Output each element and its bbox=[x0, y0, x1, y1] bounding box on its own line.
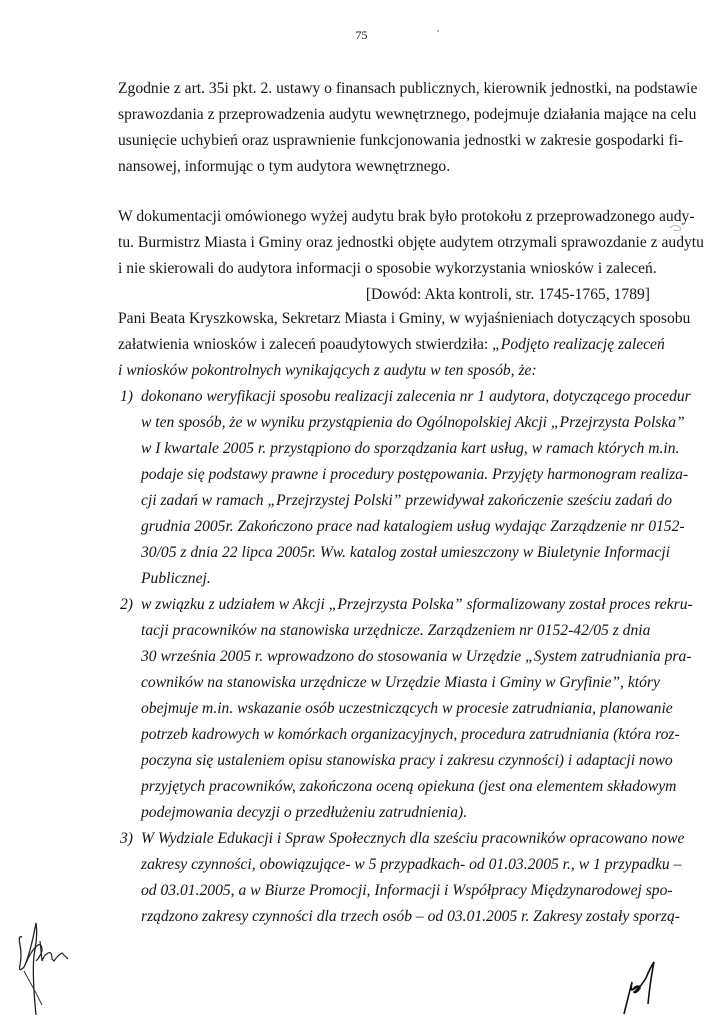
text-line: rządzono zakresy czynności dla trzech osób – od 03.01.2005 r. Zakresy zostały sporzą- bbox=[141, 908, 680, 925]
text-line: obejmuje m.in. wskazanie osób uczestniczących w procesie zatrudniania, planowanie bbox=[141, 700, 673, 717]
paragraph-secretary-explanation bbox=[118, 306, 693, 930]
text-line: 30/05 z dnia 22 lipca 2005r. Ww. katalog został umieszczony w Biuletynie Informacji bbox=[141, 544, 670, 561]
scan-speck bbox=[437, 30, 439, 32]
text-line: przyjętych pracowników, zakończona oceną opiekuna (jest ona elementem składowym bbox=[141, 778, 677, 795]
text-line: poczyna się ustaleniem opisu stanowiska pracy i zakresu czynności) i adaptacji nowo bbox=[141, 752, 673, 769]
text-line: od 03.01.2005, a w Biurze Promocji, Informacji i Współpracy Międzynarodowej spo- bbox=[141, 882, 673, 899]
text-line: usunięcie uchybień oraz usprawnienie funkcjonowania jednostki w zakresie gospodarki fi- bbox=[118, 132, 684, 149]
text-line: podejmowania decyzji o przedłużeniu zatrudnienia). bbox=[141, 804, 468, 821]
text-line: tu. Burmistrz Miasta i Gminy oraz jednostki objęte audytem otrzymali sprawozdanie z audytu bbox=[118, 234, 704, 251]
text-line: nansowej, informując o tym audytora wewnętrznego. bbox=[118, 158, 451, 175]
signature-right-initials bbox=[618, 958, 658, 1018]
text-line: potrzeb kadrowych w komórkach organizacyjnych, procedura zatrudniania (która roz- bbox=[141, 726, 680, 743]
text-line: cowników na stanowiska urzędnicze w Urzędzie Miasta i Gminy w Gryfinie”, który bbox=[141, 674, 660, 691]
text-line: Zgodnie z art. 35i pkt. 2. ustawy o finansach publicznych, kierownik jednostki, na podstawie bbox=[118, 80, 698, 97]
text-line: cji zadań w ramach „Przejrzystej Polski” przewidywał zakończenie sześciu zadań do bbox=[141, 492, 673, 509]
page-number: 75 bbox=[355, 28, 368, 42]
list-marker: 1) bbox=[120, 388, 133, 405]
text-line: grudnia 2005r. Zakończono prace nad katalogiem usług wydając Zarządzenie nr 0152- bbox=[141, 518, 685, 535]
list-marker: 3) bbox=[120, 830, 133, 847]
text-line: dokonano weryfikacji sposobu realizacji zalecenia nr 1 audytora, dotyczącego procedur bbox=[141, 388, 691, 405]
text-line: w I kwartale 2005 r. przystąpiono do sporządzania kart usług, w ramach których m.in. bbox=[141, 440, 680, 457]
margin-pencil-mark bbox=[668, 222, 684, 232]
text-plain: Pani Beata Kryszkowska, Sekretarz Miasta i Gminy, w wyjaśnieniach dotyczących sposobu bbox=[118, 310, 691, 327]
list-item bbox=[118, 592, 693, 826]
quote-italic: „Podjęto realizację zaleceń bbox=[492, 336, 665, 353]
text-line: w ten sposób, że w wyniku przystąpienia do Ogólnopolskiej Akcji „Przejrzysta Polska” bbox=[141, 414, 685, 431]
text-line bbox=[118, 306, 691, 332]
text-line: 30 września 2005 r. wprowadzono do stosowania w Urzędzie „System zatrudniania pra- bbox=[141, 648, 692, 665]
text-line: W Wydziale Edukacji i Spraw Społecznych dla sześciu pracowników opracowano nowe bbox=[141, 830, 685, 847]
signature-left-initials bbox=[12, 915, 72, 1015]
paragraph-financial-law bbox=[118, 76, 698, 180]
paragraph-audit-documentation bbox=[118, 204, 704, 308]
evidence-reference: [Dowód: Akta kontroli, str. 1745-1765, 1789] bbox=[365, 286, 650, 303]
text-line: W dokumentacji omówionego wyżej audytu brak było protokołu z przeprowadzonego audy- bbox=[118, 208, 695, 225]
text-line: tacji pracowników na stanowiska urzędnicze. Zarządzeniem nr 0152-42/05 z dnia bbox=[141, 622, 651, 639]
text-line: sprawozdania z przeprowadzenia audytu wewnętrznego, podejmuje działania mające na celu bbox=[118, 106, 697, 123]
text-line: i nie skierowali do audytora informacji o sposobie wykorzystania wniosków i zaleceń. bbox=[118, 260, 657, 277]
text-line: podaje się podstawy prawne i procedury postępowania. Przyjęty harmonogram realiza- bbox=[141, 466, 689, 483]
list-marker: 2) bbox=[120, 596, 133, 613]
text-line: zakresy czynności, obowiązujące- w 5 przypadkach- od 01.03.2005 r., w 1 przypadku – bbox=[141, 856, 682, 873]
text-plain: załatwienia wniosków i zaleceń poaudytowych stwierdziła: bbox=[118, 336, 493, 353]
list-item bbox=[118, 826, 685, 930]
text-line: Publicznej. bbox=[141, 570, 211, 587]
text-line: w związku z udziałem w Akcji „Przejrzysta Polska” sformalizowany został proces rekru- bbox=[141, 596, 693, 613]
text-line: i wniosków pokontrolnych wynikających z audytu w ten sposób, że: bbox=[118, 362, 537, 379]
list-item bbox=[118, 384, 691, 592]
text-line bbox=[118, 332, 665, 358]
